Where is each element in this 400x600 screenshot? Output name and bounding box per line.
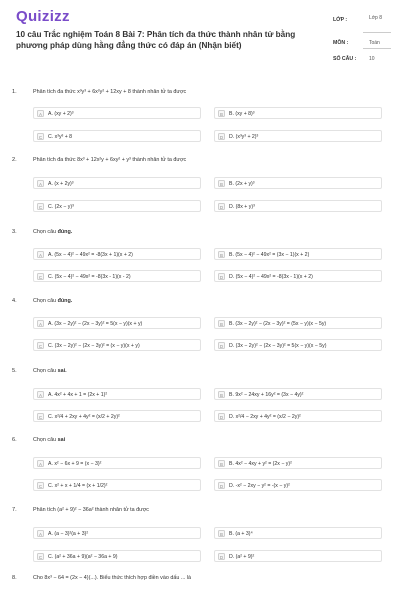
question-text: Chọn câu sai (33, 437, 66, 443)
option-text: D. (x³y³ + 2)³ (229, 134, 259, 140)
option-letter: D (219, 135, 224, 140)
option-text: B. (5x − 4)² − 49x² = (3x − 1)(x + 2) (229, 252, 310, 258)
option-letter: A (37, 110, 44, 117)
option-letter: C (38, 205, 43, 210)
option-letter: B (218, 110, 225, 117)
option-letter: D (219, 275, 224, 280)
option-text: B. 9x² − 24xy + 16y² = (3x − 4y)² (229, 392, 304, 398)
option-text: A. x² − 6x + 9 = (x − 3)² (48, 461, 102, 467)
option-letter: C (38, 415, 43, 420)
option-c[interactable] (33, 270, 201, 282)
option-letter: B (218, 320, 225, 327)
option-letter: C (38, 135, 43, 140)
option-letter: A (37, 320, 44, 327)
option-letter: B (218, 530, 225, 537)
option-d[interactable] (214, 479, 382, 491)
option-text: A. (xy + 2)³ (48, 111, 74, 117)
quizizz-logo: Quizizz (16, 8, 70, 25)
option-letter: B (218, 251, 225, 258)
question-number: 5. (12, 368, 17, 374)
option-a[interactable] (33, 107, 201, 119)
option-c[interactable] (33, 339, 201, 351)
option-text: A. (a − 3)²(a + 3)² (48, 531, 89, 537)
option-letter: C (38, 484, 43, 489)
option-a[interactable] (33, 388, 201, 400)
mon-label: MÔN : (333, 40, 349, 46)
option-text: A. (5x − 4)² − 49x² = -8(3x + 1)(x + 2) (48, 252, 133, 258)
question-text: Phân tích (a² + 9)² − 36a² thành nhân tử ta được (33, 507, 149, 513)
question-number: 8. (12, 575, 17, 581)
option-letter: D (219, 205, 224, 210)
option-a[interactable] (33, 177, 201, 189)
option-text: C. x² + x + 1/4 = (x + 1/2)² (48, 483, 108, 489)
option-d[interactable] (214, 200, 382, 212)
option-text: C. (2x − y)³ (48, 204, 74, 210)
option-letter: D (219, 344, 224, 349)
question-number: 6. (12, 437, 17, 443)
option-a[interactable] (33, 317, 201, 329)
option-letter: B (218, 460, 225, 467)
option-text: A. (3x − 2y)² − (2x − 3y)² = 5(x − y)(x + y) (48, 321, 143, 327)
option-text: D. (8x + y)³ (229, 204, 255, 210)
option-letter: C (38, 275, 43, 280)
option-b[interactable] (214, 317, 382, 329)
option-c[interactable] (33, 130, 201, 142)
option-a[interactable] (33, 248, 201, 260)
option-c[interactable] (33, 410, 201, 422)
option-text: D. (5x − 4)² − 49x² = -8(3x - 1)(x + 2) (229, 274, 313, 280)
option-text: C. x³y³ + 8 (48, 134, 73, 140)
option-b[interactable] (214, 248, 382, 260)
option-text: B. 4x² − 4xy + y² = (2x − y)² (229, 461, 292, 467)
option-letter: A (37, 180, 44, 187)
socau-label: SỐ CÂU : (333, 56, 357, 62)
option-letter: A (37, 391, 44, 398)
option-text: C. (3x − 2y)² − (2x − 3y)² = (x − y)(x + y) (48, 343, 140, 349)
question-text: Phân tích đa thức x³y³ + 6x²y² + 12xy + 8 thành nhân tử ta được (33, 89, 187, 95)
question-text: Phân tích đa thức 8x³ + 12x²y + 6xy² + y³ thành nhân tử ta được (33, 157, 187, 163)
option-text: A. (x + 2y)³ (48, 181, 74, 187)
worksheet-header (0, 0, 400, 74)
option-letter: D (219, 555, 224, 560)
option-text: B. (a + 3)⁴ (229, 531, 253, 537)
option-text: B. (3x − 2y)² − (2x − 3y)² = (5x − y)(x − 5y) (229, 321, 327, 327)
question-text: Chọn câu đúng. (33, 229, 73, 235)
mon-divider (363, 48, 391, 49)
option-letter: A (37, 530, 44, 537)
option-d[interactable] (214, 130, 382, 142)
option-letter: B (218, 180, 225, 187)
option-d[interactable] (214, 550, 382, 562)
option-b[interactable] (214, 388, 382, 400)
option-letter: B (218, 391, 225, 398)
option-b[interactable] (214, 527, 382, 539)
option-text: C. (a² + 36a + 9)(a² − 36a + 9) (48, 554, 118, 560)
option-d[interactable] (214, 410, 382, 422)
question-text: Cho 8x³ − 64 = (2x − 4)(...). Biểu thức thích hợp điền vào dấu ... là (33, 575, 192, 581)
option-letter: A (37, 251, 44, 258)
question-number: 4. (12, 298, 17, 304)
mon-value: Toán (369, 40, 380, 46)
option-d[interactable] (214, 339, 382, 351)
option-text: D. (a² + 9)² (229, 554, 255, 560)
option-text: D. -x² − 2xy − y² = -(x − y)² (229, 483, 290, 489)
question-number: 2. (12, 157, 17, 163)
option-letter: C (38, 344, 43, 349)
option-a[interactable] (33, 527, 201, 539)
option-letter: D (219, 415, 224, 420)
question-number: 3. (12, 229, 17, 235)
question-text: Chọn câu đúng. (33, 298, 73, 304)
socau-value: 10 (369, 56, 375, 62)
question-text: Chọn câu sai. (33, 368, 67, 374)
question-number: 7. (12, 507, 17, 513)
option-c[interactable] (33, 479, 201, 491)
option-b[interactable] (214, 177, 382, 189)
lop-label: LỚP : (333, 17, 348, 23)
lop-value: Lớp 8 (369, 15, 383, 21)
question-number: 1. (12, 89, 17, 95)
option-text: C. (5x − 4)² − 49x² = -8(3x - 1)(x - 2) (48, 274, 131, 280)
option-b[interactable] (214, 457, 382, 469)
lop-divider (363, 32, 391, 33)
option-c[interactable] (33, 200, 201, 212)
option-letter: C (38, 555, 43, 560)
option-letter: D (219, 484, 224, 489)
option-text: A. 4x² + 4x + 1 = (2x + 1)² (48, 392, 108, 398)
option-text: D. (3x − 2y)² − (2x − 3y)² = 5(x − y)(x − 5y) (229, 343, 327, 349)
option-d[interactable] (214, 270, 382, 282)
option-text: C. x²/4 + 2xy + 4y² = (x/2 + 2y)² (48, 414, 120, 420)
option-text: B. (xy + 8)³ (229, 111, 255, 117)
option-text: B. (2x + y)³ (229, 181, 255, 187)
worksheet-title: 10 câu Trắc nghiệm Toán 8 Bài 7: Phân tích đa thức thành nhân tử bằng phương pháp dùng hằng đẳng thức có đáp án (Nhận biết) (16, 30, 296, 50)
option-letter: A (37, 460, 44, 467)
option-a[interactable] (33, 457, 201, 469)
option-text: D. x²/4 − 2xy + 4y² = (x/2 − 2y)² (229, 414, 301, 420)
option-c[interactable] (33, 550, 201, 562)
option-b[interactable] (214, 107, 382, 119)
